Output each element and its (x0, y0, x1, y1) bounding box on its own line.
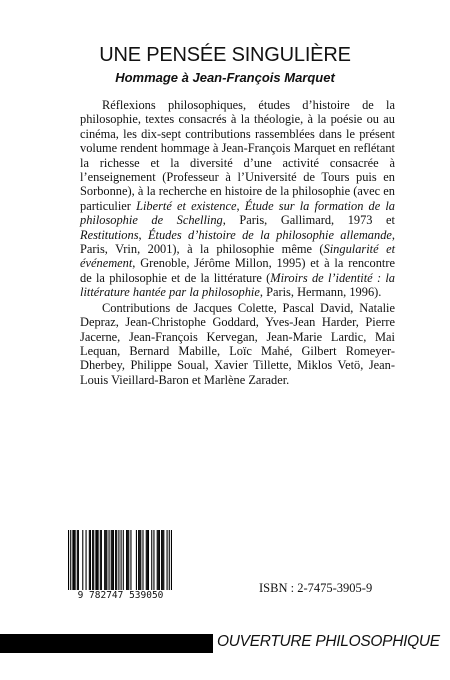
barcode-bar (146, 530, 147, 590)
barcode-bar (148, 530, 149, 590)
barcode-bar (70, 530, 71, 590)
barcode-bar (118, 530, 119, 590)
book-ref-title: Études d’histoire de la philosophie allemande (147, 227, 392, 242)
barcode-bar (113, 530, 114, 590)
barcode-bar (77, 530, 78, 590)
barcode-bar (161, 530, 162, 590)
barcode-bar (147, 530, 148, 590)
barcode-bar (75, 530, 76, 590)
barcode-bar (157, 530, 158, 590)
book-ref-title: Miroirs de l’identité : la littérature hantée par la philosophie (80, 270, 395, 300)
barcode-bar (96, 530, 97, 590)
ean-barcode (63, 530, 178, 614)
back-cover-blurb (80, 98, 395, 387)
barcode-bar (73, 530, 74, 590)
barcode-bar (68, 530, 69, 590)
barcode-bar (104, 530, 105, 590)
barcode-bars (68, 530, 172, 590)
barcode-bar (162, 530, 163, 590)
barcode-bar (90, 530, 91, 590)
barcode-bar (163, 530, 164, 590)
barcode-bar (95, 530, 96, 590)
series-name: OUVERTURE PHILOSOPHIQUE (217, 633, 440, 650)
barcode-bar (142, 530, 143, 590)
barcode-bar (136, 530, 137, 590)
barcode-bar (167, 530, 168, 590)
book-ref-title: Restitutions (80, 227, 139, 242)
barcode-bar (115, 530, 116, 590)
barcode-bar (171, 530, 172, 590)
book-ref-title: Liberté et existence (136, 198, 237, 213)
book-subtitle: Hommage à Jean-François Marquet (115, 70, 335, 85)
barcode-bar (130, 530, 131, 590)
blurb-paragraph-description: Réflexions philosophiques, études d’histoire de la philosophie, textes consacrés à la théologie, à la poésie ou au cinéma, les dix-sept contributions rassemblées dans le présent volume rendent hommage à Jean-François Marquet en reflétant la richesse et la diversité d’une activité consacrée à l’enseignement (Professeur à l’Université de Tours puis en Sorbonne), à la recherche en histoire de la philosophie (avec en particulier Liberté et existence, Étude sur la formation de la philosophie de Schelling, Paris, Gallimard, 1973 et Restitutions, Études d’histoire de la philosophie allemande, Paris, Vrin, 2001), à la philosophie même (Singularité et événement, Grenoble, Jérôme Millon, 1995) et à la rencontre de la philosophie et de la littérature (Miroirs de l’identité : la littérature hantée par la philosophie, Paris, Hermann, 1996). (80, 98, 396, 300)
barcode-bar (98, 530, 99, 590)
barcode-bar (72, 530, 73, 590)
isbn-number: ISBN : 2-7475-3905-9 (259, 581, 373, 595)
barcode-bar (159, 530, 160, 590)
book-ref-title: Singularité et événement (80, 242, 396, 271)
barcode-bar (121, 530, 122, 590)
book-ref-title: Étude sur la formation de la philosophie de Schelling (80, 198, 395, 228)
barcode-bar (93, 530, 94, 590)
barcode-bar (101, 530, 102, 590)
barcode-bar (78, 530, 79, 590)
barcode-bar (153, 530, 154, 590)
barcode-bar (127, 530, 128, 590)
barcode-bar (139, 530, 140, 590)
barcode-bar (123, 530, 124, 590)
barcode-bar (105, 530, 106, 590)
barcode-digits: 9 782747 539050 (77, 590, 164, 601)
barcode-bar (89, 530, 90, 590)
barcode-bar (128, 530, 129, 590)
barcode-bar (100, 530, 101, 590)
barcode-bar (109, 530, 110, 590)
barcode-bar (86, 530, 87, 590)
barcode-bar (169, 530, 170, 590)
book-title: UNE PENSÉE SINGULIÈRE (99, 44, 351, 66)
barcode-bar (82, 530, 83, 590)
barcode-bar (111, 530, 112, 590)
barcode-bar (126, 530, 127, 590)
series-black-bar (0, 634, 213, 653)
barcode-bar (92, 530, 93, 590)
barcode-bar (138, 530, 139, 590)
blurb-paragraph-contributors: Contributions de Jacques Colette, Pascal David, Natalie Depraz, Jean-Christophe Goddard, Yves-Jean Harder, Pierre Jacerne, Jean-François Kervegan, Jean-Marie Lardic, Mai Lequan, Bernard Mabille, Loïc Mahé, Gilbert Romeyer-Dherbey, Philippe Soual, Xavier Tillette, Miklos Vetö, Jean-Louis Vieillard-Baron et Marlène Zarader. (80, 300, 395, 387)
barcode-bar (140, 530, 141, 590)
barcode-bar (151, 530, 152, 590)
barcode-bar (112, 530, 113, 590)
barcode-bar (116, 530, 117, 590)
barcode-bar (106, 530, 107, 590)
barcode-bar (158, 530, 159, 590)
